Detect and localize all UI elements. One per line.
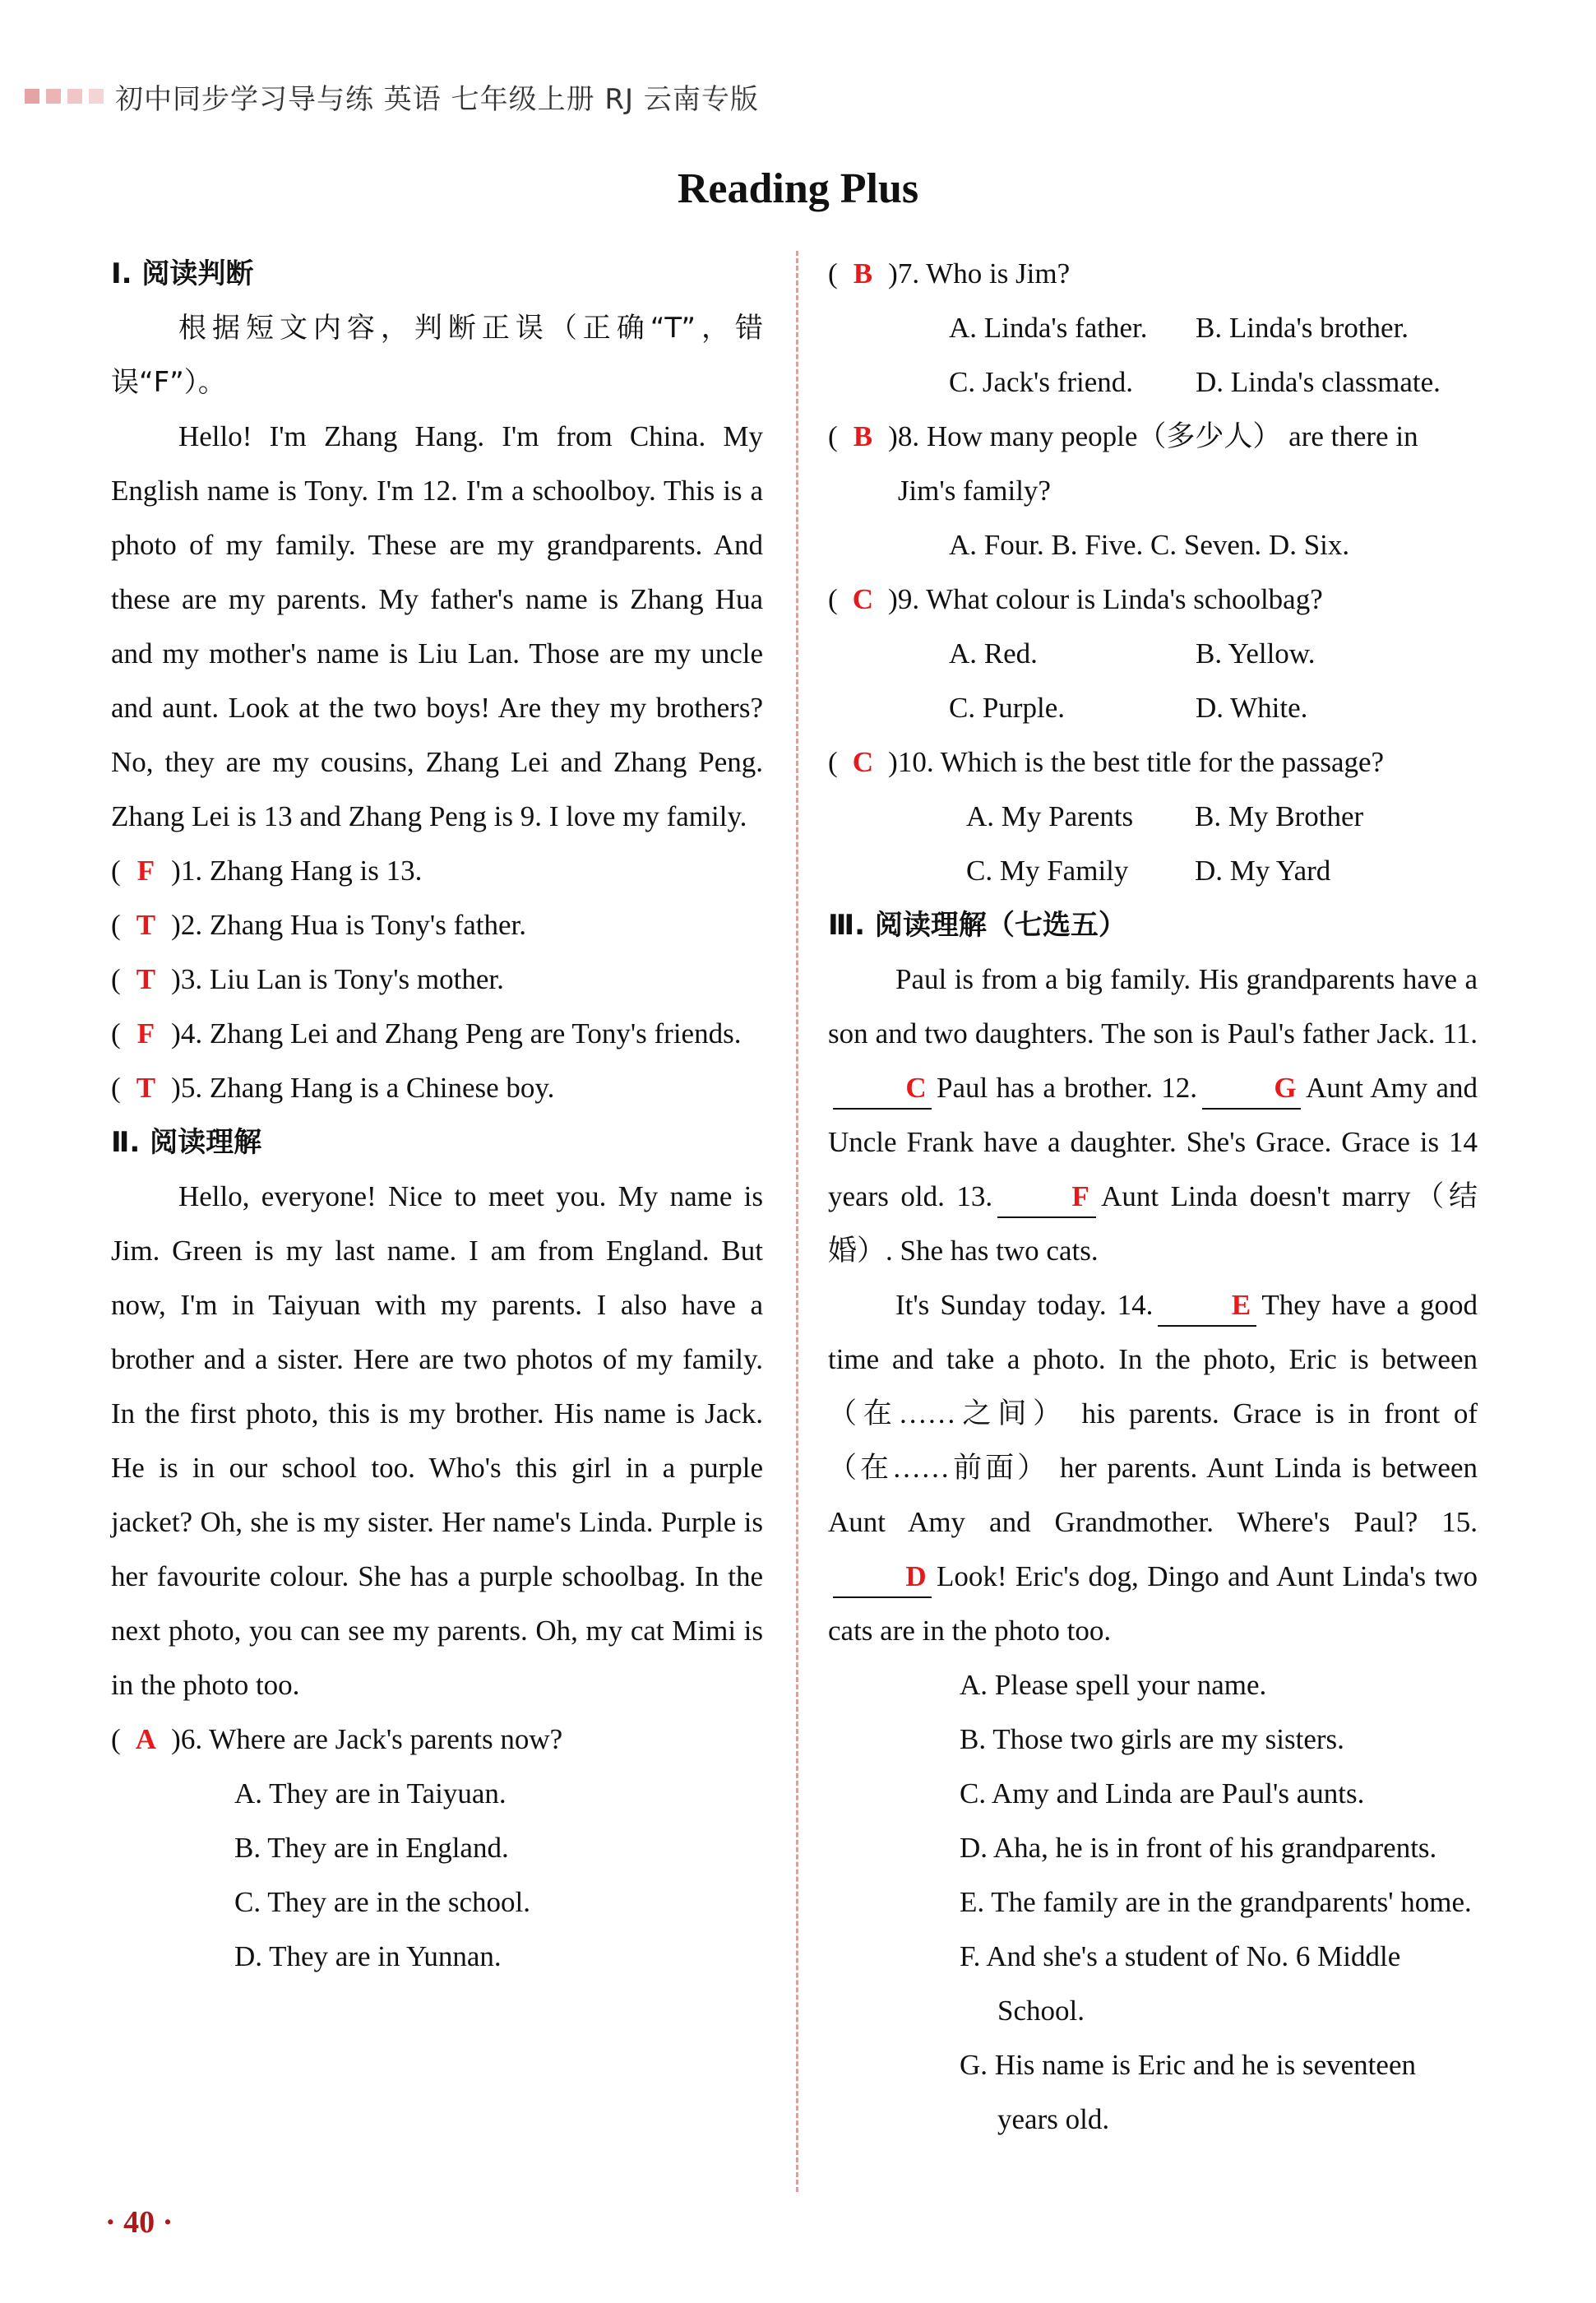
column-divider <box>796 251 798 2192</box>
question-1: ( F ) 1. Zhang Hang is 13. <box>111 844 763 898</box>
question-3: ( T ) 3. Liu Lan is Tony's mother. <box>111 952 763 1007</box>
q6-option-c: C. They are in the school. <box>234 1886 530 1918</box>
option-c: C. Amy and Linda are Paul's aunts. <box>960 1777 1365 1810</box>
left-column <box>111 247 763 1984</box>
page-number: · 40 · <box>105 2205 173 2240</box>
blank-13: F <box>997 1177 1096 1218</box>
question-8: ( B ) 8. How many people（多少人） are there in Jim's family? <box>828 410 1478 518</box>
section-3-heading: Ⅲ. 阅读理解（七选五） <box>828 909 1126 942</box>
page-title: Reading Plus <box>677 165 919 212</box>
blank-12: G <box>1202 1068 1301 1110</box>
question-9: ( C ) 9. What colour is Linda's schoolbag? <box>828 572 1478 627</box>
blank-14: E <box>1158 1286 1256 1327</box>
section-1-passage: Hello! I'm Zhang Hang. I'm from China. My English name is Tony. I'm 12. I'm a schoolboy. This is a photo of my family. These are my grandparents. And these are my parents. My father's name is Zhang Hua and my mother's name is Liu Lan. Those are my uncle and aunt. Look at the two boys! Are they my brothers? No, they are my cousins, Zhang Lei and Zhang Peng. Zhang Lei is 13 and Zhang Peng is 9. I love my family. <box>111 420 763 832</box>
question-10: ( C ) 10. Which is the best title for the passage? <box>828 735 1478 790</box>
section-3-options <box>828 1658 1478 2147</box>
q6-option-a: A. They are in Taiyuan. <box>234 1777 507 1810</box>
q6-option-b: B. They are in England. <box>234 1832 509 1864</box>
answer-5: T <box>136 1072 156 1104</box>
q10-options-row-1: A. My Parents B. My Brother <box>966 800 1364 832</box>
question-5: ( T ) 5. Zhang Hang is a Chinese boy. <box>111 1061 763 1115</box>
answer-1: F <box>136 855 155 887</box>
question-2: ( T ) 2. Zhang Hua is Tony's father. <box>111 898 763 952</box>
q10-options-row-2: C. My Family D. My Yard <box>966 855 1331 887</box>
right-column <box>828 247 1478 2147</box>
option-e: E. The family are in the grandparents' home. <box>960 1886 1472 1918</box>
q7-options-row-2: C. Jack's friend. D. Linda's classmate. <box>949 366 1441 398</box>
option-b: B. Those two girls are my sisters. <box>960 1723 1344 1755</box>
header-decoration <box>25 89 104 104</box>
section-1-heading: Ⅰ. 阅读判断 <box>111 257 254 290</box>
section-3-paragraph-1: Paul is from a big family. His grandparents have a son and two daughters. The son is Paul's father Jack. 11.C Paul has a brother. 12. G Aunt Amy and Uncle Frank have a daughter. She's Grace. Grace is 14 years old. 13. F Aunt Linda doesn't marry（结婚）. She has two cats. <box>828 963 1478 1267</box>
answer-10: C <box>852 746 874 778</box>
answer-2: T <box>136 909 156 941</box>
q7-options-row-1: A. Linda's father. B. Linda's brother. <box>949 312 1409 344</box>
option-d: D. Aha, he is in front of his grandparents. <box>960 1832 1437 1864</box>
page-header <box>25 76 759 117</box>
blank-15: D <box>833 1557 932 1598</box>
question-6: ( A ) 6. Where are Jack's parents now? <box>111 1712 763 1767</box>
section-1-instruction: 根据短文内容，判断正误（正确“T”，错误“F”）。 <box>111 312 763 399</box>
q8-options: A. Four. B. Five. C. Seven. D. Six. <box>949 529 1350 561</box>
q9-options-row-1: A. Red. B. Yellow. <box>949 637 1316 670</box>
question-4: ( F ) 4. Zhang Lei and Zhang Peng are Tony's friends. <box>111 1007 763 1061</box>
answer-6: A <box>135 1723 157 1755</box>
section-2-heading: Ⅱ. 阅读理解 <box>111 1126 262 1159</box>
answer-4: F <box>136 1017 155 1050</box>
option-f: F. And she's a student of No. 6 Middle School. <box>960 1940 1401 2027</box>
q6-option-d: D. They are in Yunnan. <box>234 1940 502 1972</box>
blank-11: C <box>833 1068 932 1110</box>
answer-9: C <box>852 583 874 615</box>
answer-8: B <box>853 420 873 452</box>
question-7: ( B ) 7. Who is Jim? <box>828 247 1478 301</box>
answer-7: B <box>853 257 873 290</box>
option-a: A. Please spell your name. <box>960 1669 1267 1701</box>
section-3-paragraph-2: It's Sunday today. 14. E They have a good time and take a photo. In the photo, Eric is between（在……之间） his parents. Grace is in front of（在……前面） her parents. Aunt Linda is between Aunt Amy and Grandmother. Where's Paul? 15.D Look! Eric's dog, Dingo and Aunt Linda's two cats are in the photo too. <box>828 1278 1478 1658</box>
answer-3: T <box>136 963 156 995</box>
q9-options-row-2: C. Purple. D. White. <box>949 692 1308 724</box>
option-g: G. His name is Eric and he is seventeen years old. <box>960 2049 1416 2135</box>
section-2-passage: Hello, everyone! Nice to meet you. My name is Jim. Green is my last name. I am from England. But now, I'm in Taiyuan with my parents. I also have a brother and a sister. Here are two photos of my family. In the first photo, this is my brother. His name is Jack. He is in our school too. Who's this girl in a purple jacket? Oh, she is my sister. Her name's Linda. Purple is her favourite colour. She has a purple schoolbag. In the next photo, you can see my parents. Oh, my cat Mimi is in the photo too. <box>111 1180 763 1701</box>
header-title: 初中同步学习导与练 英语 七年级上册 RJ 云南专版 <box>115 82 759 116</box>
